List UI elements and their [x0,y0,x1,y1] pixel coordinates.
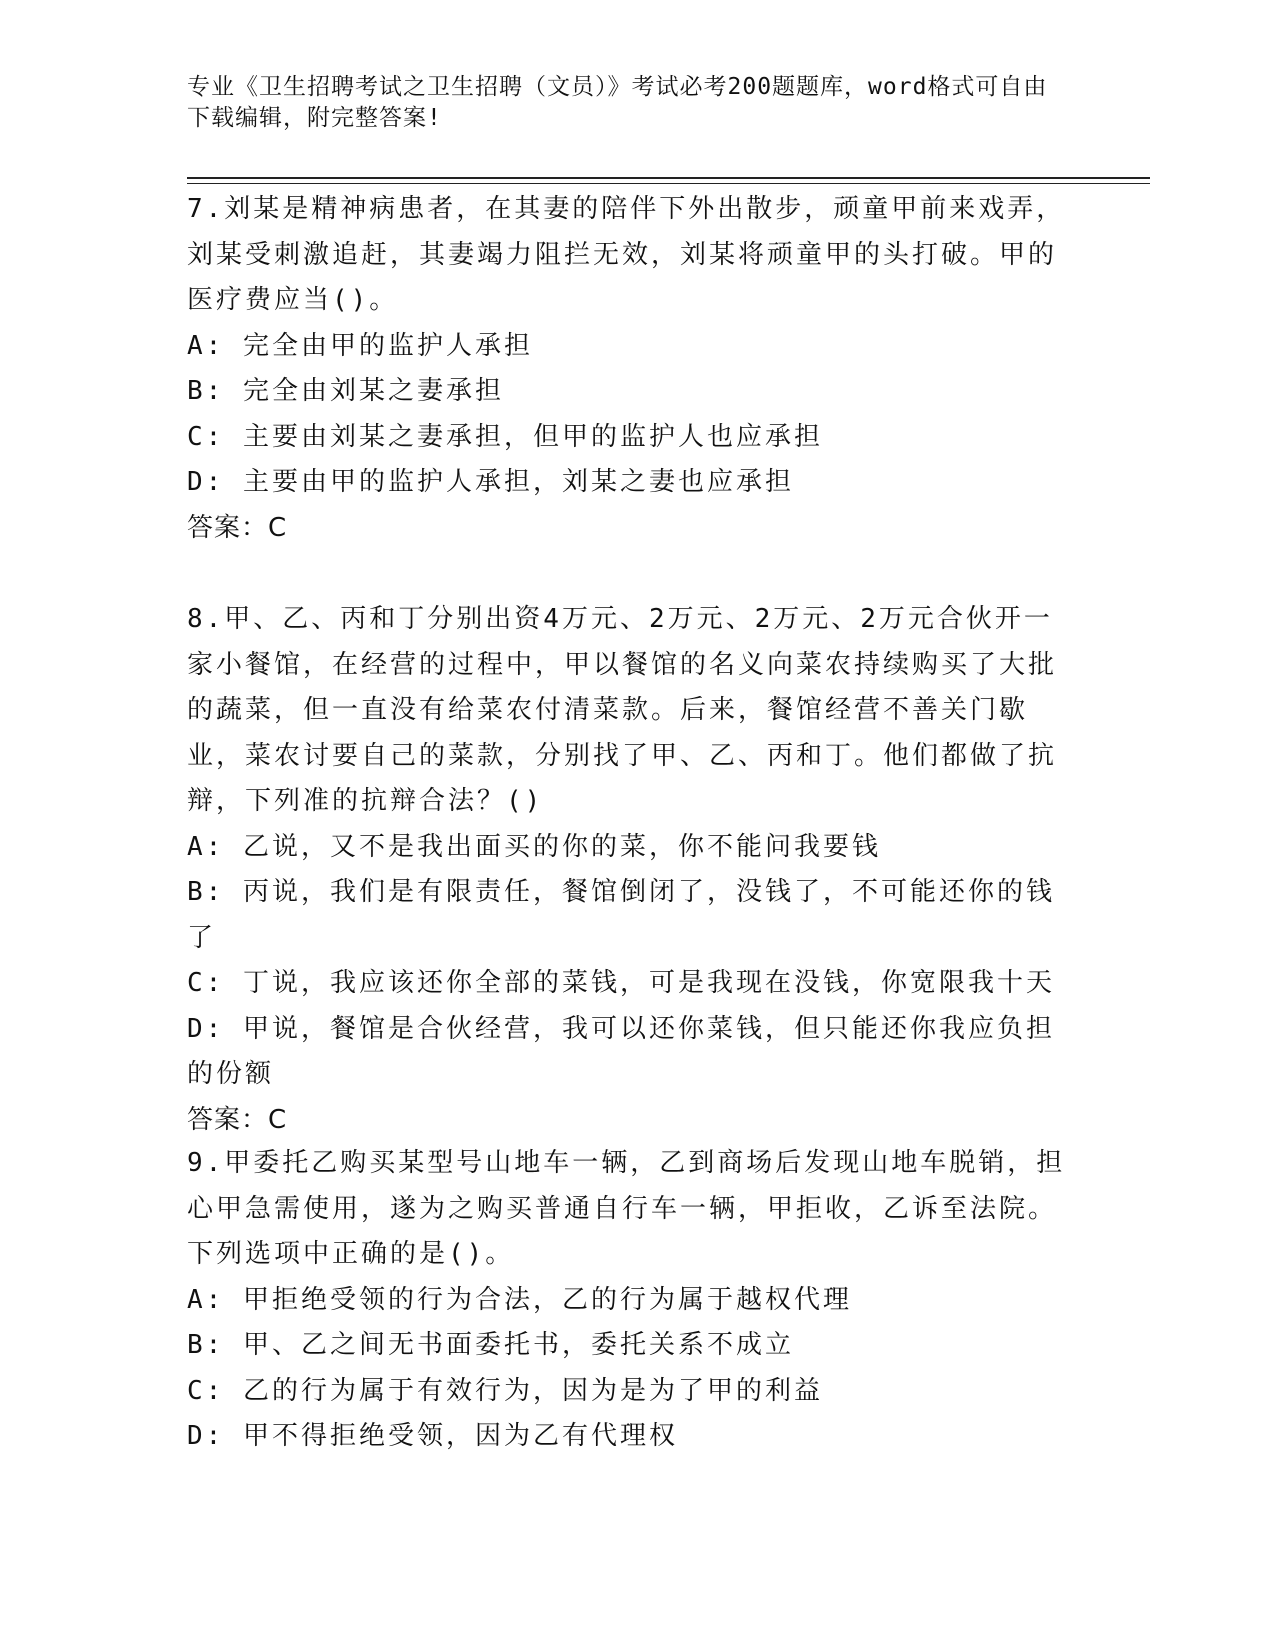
option-b: B: 丙说，我们是有限责任，餐馆倒闭了，没钱了，不可能还你的钱了 [187,877,1055,953]
option-d: D: 甲说，餐馆是合伙经营，我可以还你菜钱，但只能还你我应负担的份额 [187,1013,1055,1089]
option-c: C: 乙的行为属于有效行为，因为是为了甲的利益 [187,1375,823,1406]
question-9 [187,1141,1077,1460]
header-divider-thin [187,183,1150,184]
answer: 答案：C [187,1104,288,1135]
option-a: A: 完全由甲的监护人承担 [187,330,533,361]
option-a: A: 甲拒绝受领的行为合法，乙的行为属于越权代理 [187,1284,852,1315]
document-header: 专业《卫生招聘考试之卫生招聘（文员）》考试必考200题题库，word格式可自由下载编辑，附完整答案! [187,74,1048,131]
option-b: B: 甲、乙之间无书面委托书，委托关系不成立 [187,1330,794,1360]
option-d: D: 主要由甲的监护人承担，刘某之妻也应承担 [187,467,794,497]
answer: 答案：C [187,512,288,543]
header-divider-thick [187,177,1150,179]
question-stem: 9.甲委托乙购买某型号山地车一辆，乙到商场后发现山地车脱销，担心甲急需使用，遂为之购买普通自行车一辆，甲拒收，乙诉至法院。下列选项中正确的是()。 [187,1148,1066,1269]
option-d: D: 甲不得拒绝受领，因为乙有代理权 [187,1421,678,1451]
option-c: C: 主要由刘某之妻承担，但甲的监护人也应承担 [187,421,823,452]
question-7 [187,187,1077,551]
question-8 [187,597,1077,1143]
option-a: A: 乙说，又不是我出面买的你的菜，你不能问我要钱 [187,831,881,862]
question-stem: 7.刘某是精神病患者，在其妻的陪伴下外出散步，顽童甲前来戏弄，刘某受刺激追赶，其妻竭力阻拦无效，刘某将顽童甲的头打破。甲的医疗费应当()。 [187,194,1066,315]
question-stem: 8.甲、乙、丙和丁分别出资4万元、2万元、2万元、2万元合伙开一家小餐馆，在经营的过程中，甲以餐馆的名义向菜农持续购买了大批的蔬菜，但一直没有给菜农付清菜款。后来，餐馆经营不善关门歇业，菜农讨要自己的菜款，分别找了甲、乙、丙和丁。他们都做了抗辩，下列准的抗辩合法？() [187,604,1058,816]
option-c: C: 丁说，我应该还你全部的菜钱，可是我现在没钱，你宽限我十天 [187,968,1055,998]
option-b: B: 完全由刘某之妻承担 [187,376,504,406]
